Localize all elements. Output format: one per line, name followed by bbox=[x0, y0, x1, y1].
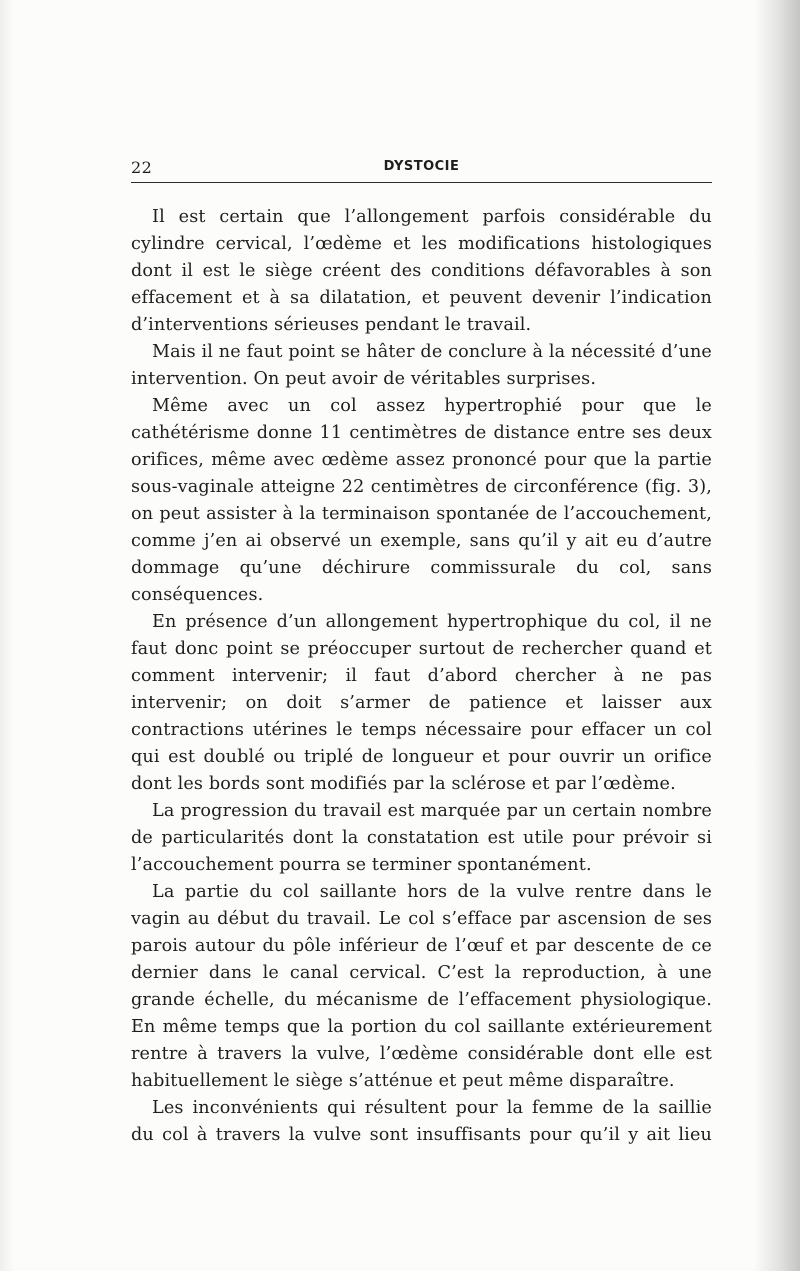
book-page bbox=[131, 158, 712, 1149]
paragraph: Il est certain que l’allongement parfois considérable du cylindre cervical, l’œdème et les modifications histologiques dont il est le siège créent des conditions défavorables à son effacement et à sa dilatation, et peuvent devenir l’indication d’interventions sérieuses pendant le travail. bbox=[131, 207, 712, 335]
scan-right-edge bbox=[754, 0, 800, 1271]
scan-left-edge bbox=[0, 0, 14, 1271]
paragraph: La partie du col saillante hors de la vulve rentre dans le vagin au début du travail. Le col s’efface par ascension de ses parois autour du pôle inférieur de l’œuf et par descente de ce dernier dans le canal cervical. C’est la reproduction, à une grande échelle, du mécanisme de l’effacement physiologique. En même temps que la portion du col saillante extérieurement rentre à travers la vulve, l’œdème considérable dont elle est habituellement le siège s’atténue et peut même disparaître. bbox=[131, 882, 712, 1091]
page-number: 22 bbox=[131, 158, 153, 177]
paragraph: La progression du travail est marquée par un certain nombre de particularités dont la constatation est utile pour prévoir si l’accouchement pourra se terminer spontanément. bbox=[131, 801, 712, 875]
body-text bbox=[131, 204, 712, 1149]
running-head bbox=[131, 158, 712, 183]
paragraph: En présence d’un allongement hypertrophique du col, il ne faut donc point se préoccuper surtout de rechercher quand et comment intervenir; il faut d’abord chercher à ne pas intervenir; on doit s’armer de patience et laisser aux contractions utérines le temps nécessaire pour effacer un col qui est doublé ou triplé de longueur et pour ouvrir un orifice dont les bords sont modifiés par la sclérose et par l’œdème. bbox=[131, 612, 712, 794]
paragraph: Les inconvénients qui résultent pour la femme de la saillie du col à travers la vulve sont insuffisants pour qu’il y ait lieu bbox=[131, 1098, 712, 1145]
paragraph: Mais il ne faut point se hâter de conclure à la nécessité d’une intervention. On peut avoir de véritables surprises. bbox=[131, 342, 712, 389]
paragraph: Même avec un col assez hypertrophié pour que le cathétérisme donne 11 centimètres de distance entre ses deux orifices, même avec œdème assez prononcé pour que la partie sous-vaginale atteigne 22 centimètres de circonférence (fig. 3), on peut assister à la terminaison spontanée de l’accouchement, comme j’en ai observé un exemple, sans qu’il y ait eu d’autre dommage qu’une déchirure commissurale du col, sans conséquences. bbox=[131, 396, 712, 605]
running-title: DYSTOCIE bbox=[383, 159, 460, 174]
